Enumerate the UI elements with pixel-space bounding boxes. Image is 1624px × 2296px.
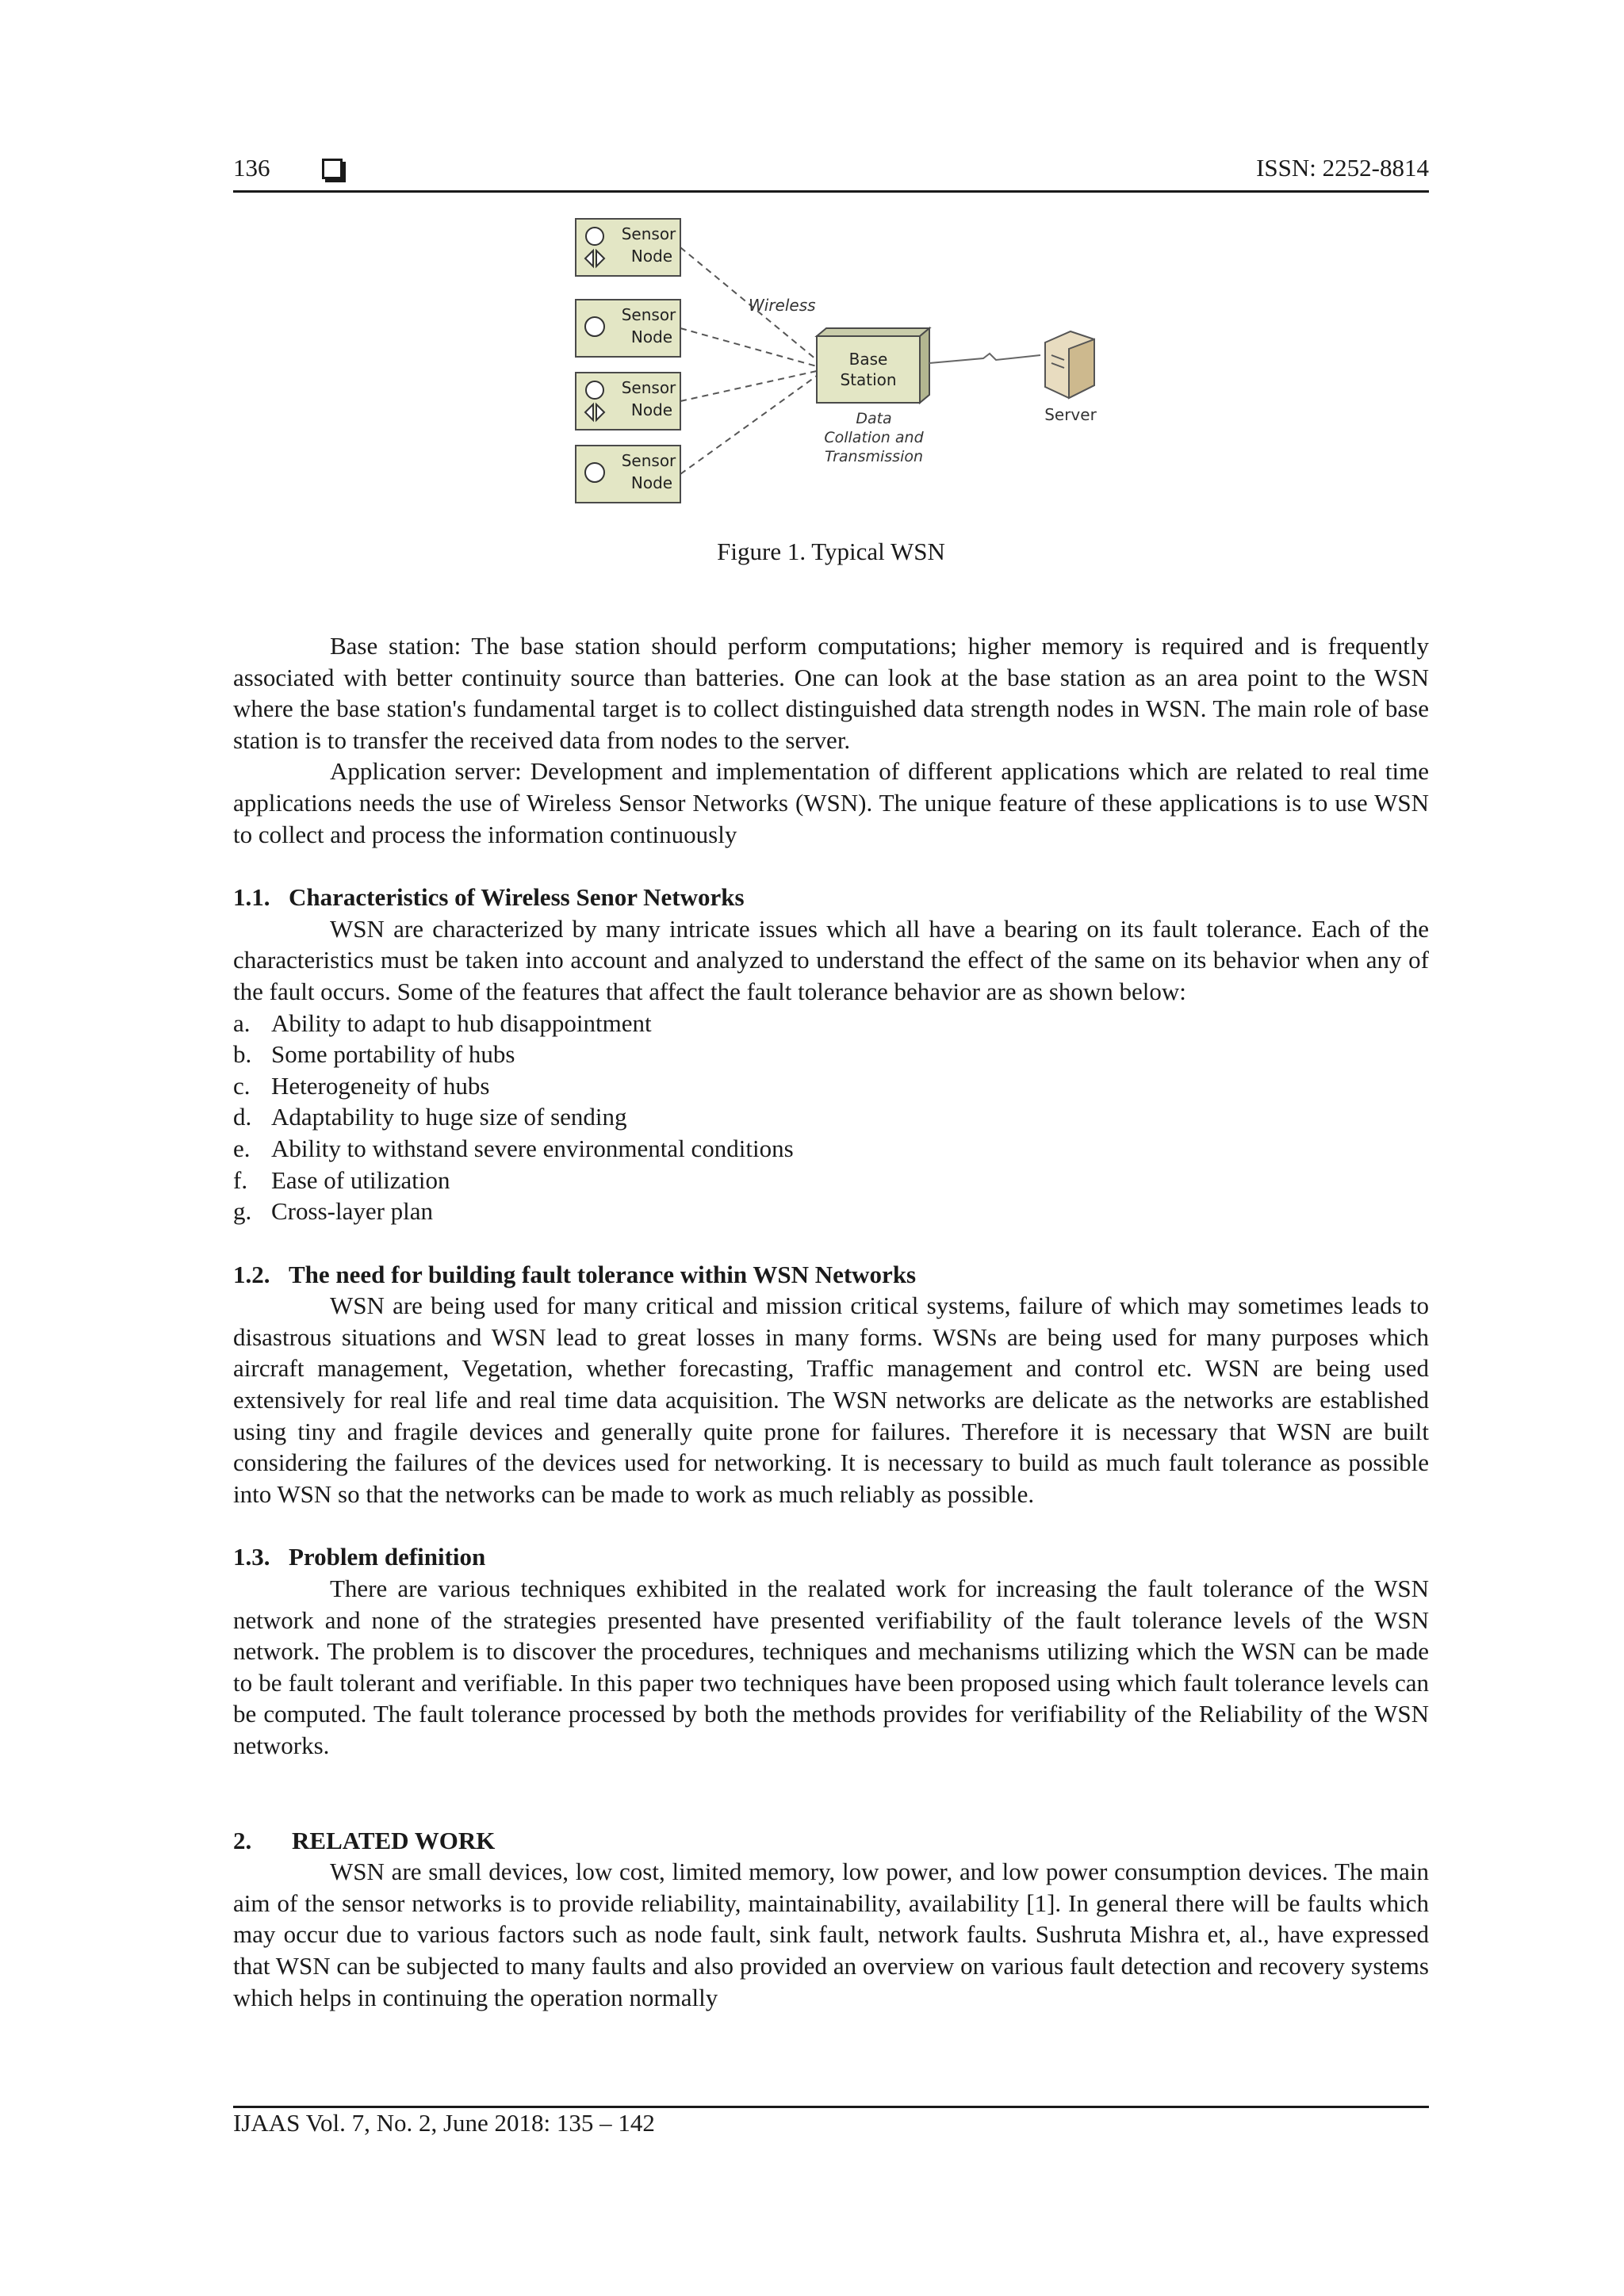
- sensor-node-1: [576, 219, 680, 276]
- square-icon: [322, 159, 343, 179]
- page-number: 136: [233, 154, 270, 182]
- svg-text:Node: Node: [630, 400, 673, 419]
- paragraph-fault-tolerance-need: WSN are being used for many critical and mission critical systems, failure of which may sometimes leads to disastrous situations and WSN lead to great losses in many forms. WSNs are being used for many purposes which aircraft management, Vegetation, whether forecasting, Traffic management and control etc. WSN are being used extensively for real life and real time data acquisition. The WSN networks are delicate as the networks are established using tiny and fragile devices and generally quite prone for failures. Therefore it is necessary that WSN are built considering the failures of the devices used for networking. It is necessary to build as much fault tolerance as possible into WSN so that the networks can be made to work as much reliably as possible.: [233, 1292, 1429, 1508]
- article-body: [233, 630, 1429, 2013]
- base-station-caption: [824, 410, 924, 465]
- sensor-icon: [585, 317, 604, 336]
- characteristics-list: [233, 1008, 1429, 1227]
- figure-caption: Figure 1. Typical WSN: [717, 538, 945, 565]
- svg-text:Base: Base: [848, 350, 888, 369]
- issn: ISSN: 2252-8814: [1256, 154, 1429, 182]
- svg-text:Sensor: Sensor: [621, 378, 676, 397]
- footer-rule: [233, 2106, 1429, 2108]
- link-node-3: [680, 371, 817, 401]
- list-item: e. Ability to withstand severe environmental conditions: [233, 1134, 794, 1162]
- svg-text:Node: Node: [630, 247, 673, 266]
- section-heading-1-2: 1.2. The need for building fault tolerance within WSN Networks: [233, 1260, 917, 1288]
- sensor-icon: [585, 463, 604, 482]
- svg-text:Transmission: Transmission: [824, 448, 924, 465]
- paragraph-problem-definition: There are various techniques exhibited in the realated work for increasing the fault tolerance of the WSN network and none of the strategies presented have presented verifiability of the fault tolerance levels of the WSN network. The problem is to discover the procedures, techniques and mechanisms utilizing which the WSN can be made to be fault tolerant and verifiable. In this paper two techniques have been proposed using which fault tolerance levels can be computed. The fault tolerance processed by both the methods provides for verifiability of the Reliability of the WSN networks.: [233, 1575, 1429, 1759]
- svg-text:Sensor: Sensor: [621, 224, 676, 243]
- sensor-node-2: [576, 300, 680, 357]
- svg-text:Sensor: Sensor: [621, 305, 676, 324]
- sensor-node-4: [576, 446, 680, 503]
- list-item: g. Cross-layer plan: [233, 1197, 434, 1226]
- svg-text:Sensor: Sensor: [621, 451, 676, 470]
- wireless-links: [680, 247, 817, 474]
- link-node-2: [680, 328, 817, 366]
- list-item: b. Some portability of hubs: [233, 1040, 515, 1069]
- base-station: [817, 328, 929, 403]
- server-icon: [1045, 331, 1094, 398]
- paragraph-base-station: Base station: The base station should perform computations; higher memory is required and is frequently associated with better continuity source than batteries. One can look at the base station as an area point to the WSN where the base station's fundamental target is to collect distinguished data strength nodes in WSN. The main role of base station is to transfer the received data from nodes to the server.: [233, 632, 1429, 754]
- list-item: c. Heterogeneity of hubs: [233, 1071, 490, 1100]
- server-link: [929, 354, 1040, 363]
- wireless-label: Wireless: [749, 296, 816, 315]
- link-node-4: [680, 376, 817, 474]
- paragraph-characteristics: WSN are characterized by many intricate issues which all have a bearing on its fault tolerance. Each of the characteristics must be taken into account and analyzed to understand the effect of the same on its behavior when any of the fault occurs. Some of the features that affect the fault tolerance behavior are as shown below:: [233, 914, 1429, 1005]
- list-item: d. Adaptability to huge size of sending: [233, 1103, 627, 1131]
- page-footer: IJAAS Vol. 7, No. 2, June 2018: 135 – 142: [233, 2109, 655, 2137]
- paragraph-related-work: WSN are small devices, low cost, limited memory, low power, and low power consumption devices. The main aim of the sensor networks is to provide reliability, maintainability, availability [1]. In general there will be faults which may occur due to various factors such as node fault, sink fault, network faults. Sushruta Mishra et, al., have expressed that WSN can be subjected to many faults and also provided an overview on various fault detection and recovery systems which helps in continuing the operation normally: [233, 1858, 1429, 2011]
- svg-text:Node: Node: [630, 473, 673, 492]
- server-label: Server: [1044, 405, 1097, 424]
- section-heading-2: 2. RELATED WORK: [233, 1826, 496, 1854]
- paragraph-application-server: Application server: Development and implementation of different applications which are related to real time applications needs the use of Wireless Sensor Networks (WSN). The unique feature of these applications is to use WSN to collect and process the information continuously: [233, 757, 1429, 848]
- svg-text:Data: Data: [856, 410, 892, 427]
- section-heading-1-3: 1.3. Problem definition: [233, 1543, 486, 1571]
- section-heading-1-1: 1.1. Characteristics of Wireless Senor Networks: [233, 883, 745, 912]
- sensor-icon: [586, 228, 603, 245]
- figure-wsn-diagram: [555, 208, 1110, 517]
- header-rule: [233, 190, 1429, 193]
- list-item: a. Ability to adapt to hub disappointment: [233, 1008, 652, 1037]
- sensor-icon: [586, 381, 603, 399]
- svg-text:Node: Node: [630, 327, 673, 346]
- svg-text:Collation and: Collation and: [824, 429, 924, 446]
- sensor-node-3: [576, 373, 680, 430]
- page-header: [233, 154, 1429, 193]
- wsn-diagram: [555, 208, 1110, 517]
- list-item: f. Ease of utilization: [233, 1165, 450, 1194]
- svg-text:Station: Station: [840, 370, 897, 389]
